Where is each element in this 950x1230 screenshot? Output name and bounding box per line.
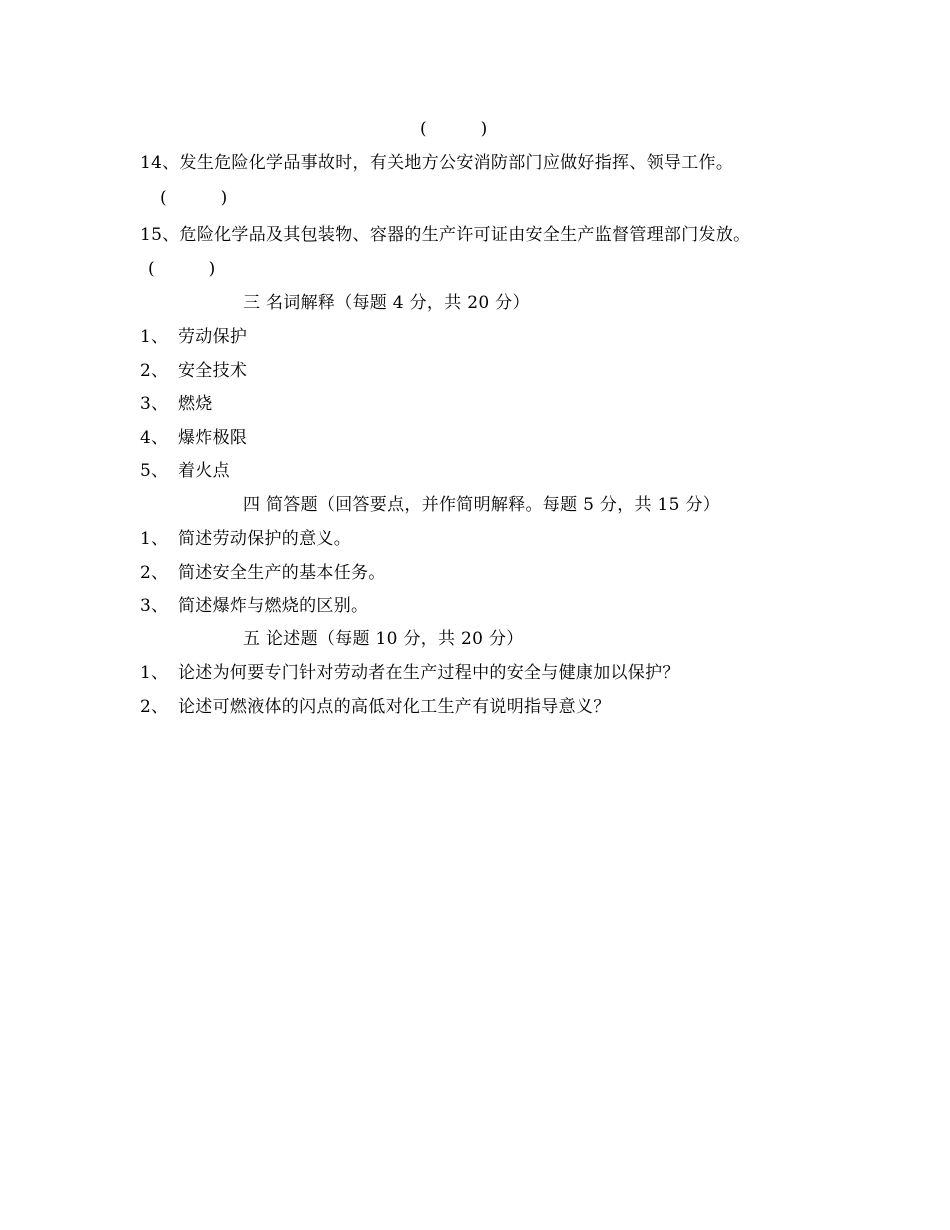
section-heading-terms: 三 名词解释（每题 4 分，共 20 分） xyxy=(243,293,530,313)
item-number: 3、 xyxy=(140,596,169,616)
list-item xyxy=(140,696,611,718)
answer-parentheses: ( ) xyxy=(148,259,216,279)
item-number: 4、 xyxy=(140,428,169,448)
list-item xyxy=(140,595,368,617)
item-number: 1、 xyxy=(140,327,169,347)
list-item xyxy=(140,662,680,684)
question-14: 14、发生危险化学品事故时，有关地方公安消防部门应做好指挥、领导工作。 xyxy=(140,153,734,173)
list-item xyxy=(140,562,386,584)
item-number: 1、 xyxy=(140,529,169,549)
list-item xyxy=(140,460,230,482)
item-text: 劳动保护 xyxy=(178,327,248,347)
item-text: 简述劳动保护的意义。 xyxy=(178,529,351,549)
answer-parentheses: ( ) xyxy=(420,119,488,139)
item-number: 5、 xyxy=(140,461,169,481)
item-number: 3、 xyxy=(140,394,169,414)
item-text: 安全技术 xyxy=(178,361,248,381)
item-text: 简述爆炸与燃烧的区别。 xyxy=(178,596,369,616)
answer-parentheses: ( ) xyxy=(160,188,228,208)
list-item xyxy=(140,528,351,550)
item-number: 2、 xyxy=(140,697,169,717)
section-heading-short-answer: 四 简答题（回答要点，并作简明解释。每题 5 分，共 15 分） xyxy=(243,495,721,515)
question-15: 15、危险化学品及其包装物、容器的生产许可证由安全生产监督管理部门发放。 xyxy=(140,225,751,245)
item-text: 着火点 xyxy=(178,461,230,481)
item-number: 1、 xyxy=(140,663,169,683)
item-text: 燃烧 xyxy=(178,394,213,414)
section-heading-essay: 五 论述题（每题 10 分，共 20 分） xyxy=(243,629,524,649)
item-text: 论述为何要专门针对劳动者在生产过程中的安全与健康加以保护？ xyxy=(178,663,680,683)
item-number: 2、 xyxy=(140,563,169,583)
list-item xyxy=(140,427,247,449)
item-text: 简述安全生产的基本任务。 xyxy=(178,563,386,583)
item-number: 2、 xyxy=(140,361,169,381)
list-item xyxy=(140,360,247,382)
list-item xyxy=(140,326,247,348)
item-text: 论述可燃液体的闪点的高低对化工生产有说明指导意义？ xyxy=(178,697,611,717)
item-text: 爆炸极限 xyxy=(178,428,248,448)
list-item xyxy=(140,393,213,415)
